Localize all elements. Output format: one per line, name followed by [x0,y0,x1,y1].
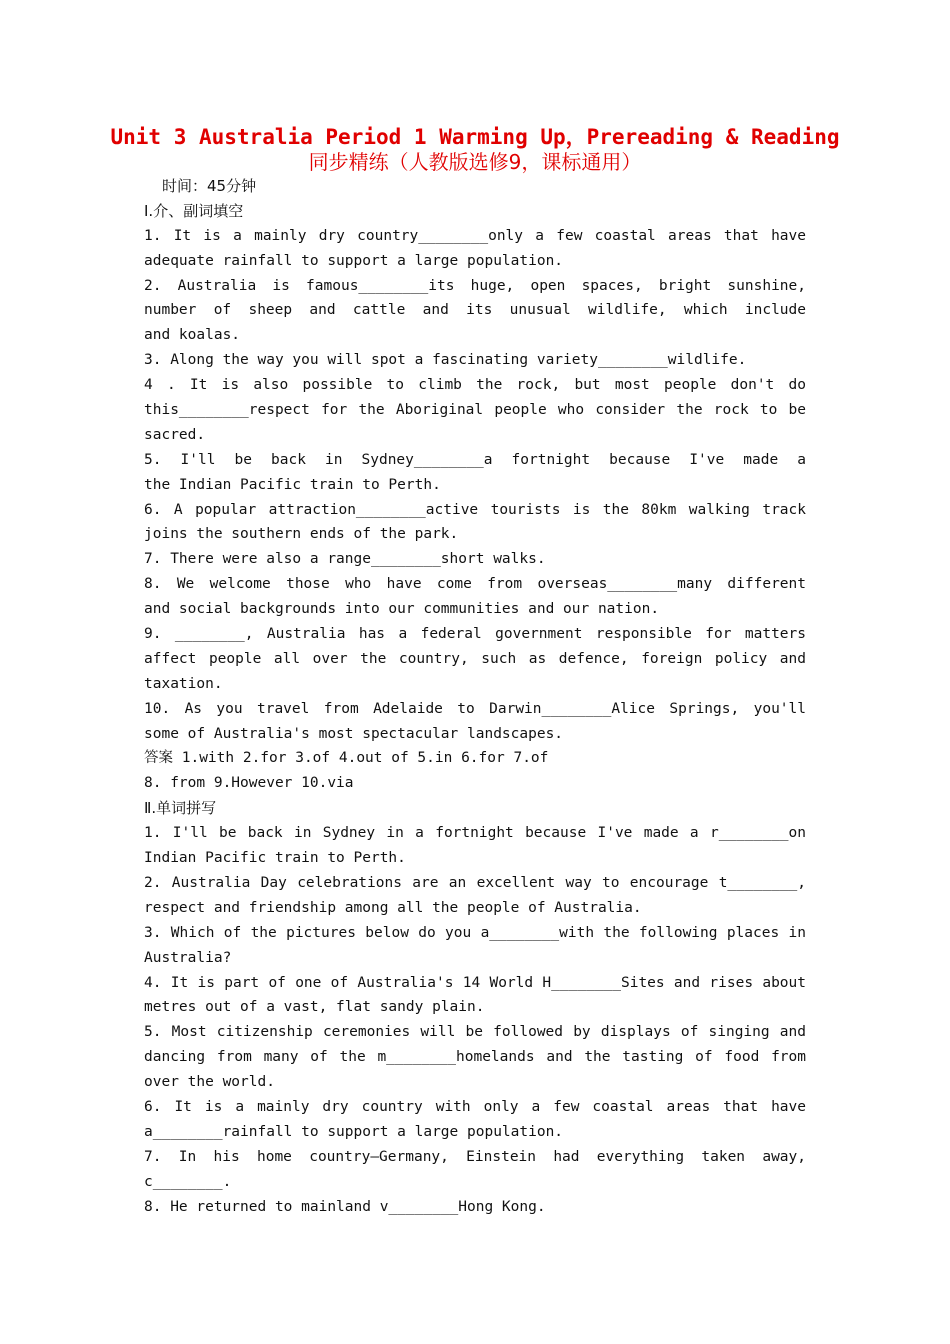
question-line: 9. ________, Australia has a federal government responsible for matters [144,626,806,643]
question-line: 5. I'll be back in Sydney________a fortnight because I've made a [144,451,806,468]
question-line: joins the southern ends of the park. [144,526,459,543]
question-line: taxation. [144,675,223,692]
question-line: the Indian Pacific train to Perth. [144,476,441,493]
question-line: sacred. [144,426,206,443]
answer-line: 答案 1.with 2.for 3.of 4.out of 5.in 6.for 7.of [144,750,549,767]
question-line: affect people all over the country, such as defence, foreign policy and [144,650,806,667]
question-line: 5. Most citizenship ceremonies will be followed by displays of singing and [144,1024,806,1041]
section2-heading: Ⅱ.单词拼写 [144,799,217,818]
document-subtitle: 同步精练（人教版选修9，课标通用） [308,150,642,174]
question-line: 10. As you travel from Adelaide to Darwin________Alice Springs, you'll [144,700,806,717]
question-line: and social backgrounds into our communities and our nation. [144,601,660,618]
time-label: 时间：45分钟 [162,177,257,195]
question-line: metres out of a vast, flat sandy plain. [144,999,485,1016]
question-line: 6. It is a mainly dry country with only a few coastal areas that have [144,1098,806,1115]
question-line: over the world. [144,1074,275,1091]
question-line: 2. Australia is famous________its huge, open spaces, bright sunshine, [144,277,806,294]
question-line: c________. [144,1173,232,1190]
question-line: 1. It is a mainly dry country________only a few coastal areas that have [144,227,806,244]
question-line: Australia? [144,949,232,966]
document-body [144,174,806,1219]
document-title: Unit 3 Australia Period 1 Warming Up，Prereading & Reading [110,125,840,149]
section1-heading: Ⅰ.介、副词填空 [144,201,244,220]
question-line: 4. It is part of one of Australia's 14 World H________Sites and rises about [144,974,806,991]
question-line: dancing from many of the m________homelands and the tasting of food from [144,1049,806,1066]
question-line: 4 . It is also possible to climb the rock, but most people don't do [144,377,806,394]
question-line: 8. He returned to mainland v________Hong Kong. [144,1198,546,1215]
question-line: 3. Along the way you will spot a fascinating variety________wildlife. [144,352,747,369]
question-line: 3. Which of the pictures below do you a________with the following places in [144,924,806,941]
question-line: 8. We welcome those who have come from overseas________many different [144,576,806,593]
question-line: 6. A popular attraction________active tourists is the 80km walking track [144,501,806,518]
question-line: 7. There were also a range________short walks. [144,551,546,568]
question-line: 7. In his home country—Germany, Einstein had everything taken away, [144,1148,806,1165]
question-line: number of sheep and cattle and its unusual wildlife, which include [144,302,806,319]
question-line: 2. Australia Day celebrations are an excellent way to encourage t________, [144,874,806,891]
question-line: respect and friendship among all the people of Australia. [144,899,642,916]
question-line: adequate rainfall to support a large population. [144,252,564,269]
question-line: this________respect for the Aboriginal people who consider the rock to be [144,402,806,419]
question-line: and koalas. [144,327,241,344]
question-line: a________rainfall to support a large population. [144,1123,564,1140]
answer-line: 8. from 9.However 10.via [144,775,354,792]
question-line: some of Australia's most spectacular landscapes. [144,725,564,742]
question-line: 1. I'll be back in Sydney in a fortnight because I've made a r________on [144,825,806,842]
question-line: Indian Pacific train to Perth. [144,850,406,867]
